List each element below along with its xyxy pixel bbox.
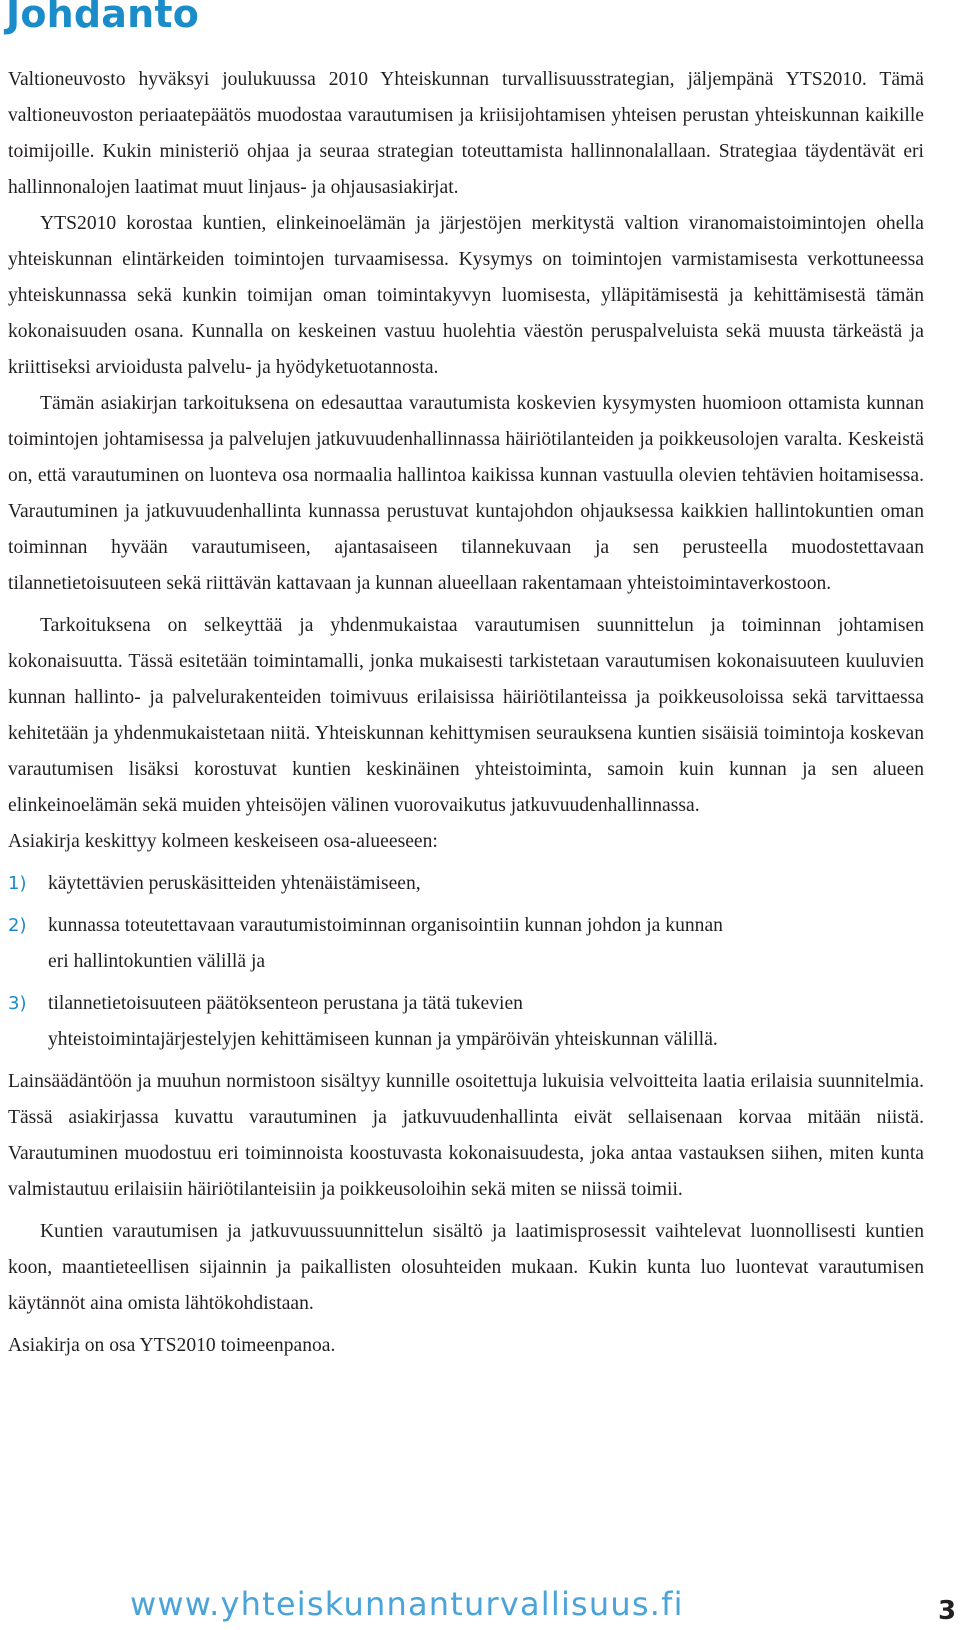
list-item [8,986,924,1058]
list-number: 1) [8,873,27,894]
paragraph-6: Lainsäädäntöön ja muuhun normistoon sisältyy kunnille osoitettuja lukuisia velvoitteita laatia erilaisia suunnitelmia. Tässä asiakirjassa kuvattu varautuminen ja jatkuvuudenhallinta eivät sellaisenaan korvaa mitään niistä. Varautuminen muodostuu eri toiminnoista koostuvasta kokonaisuudesta, joka antaa vastauksen siihen, miten kunta valmistautuu erilaisiin häiriötilanteisiin ja poikkeusoloihin sekä miten se niissä toimii. [8,1071,924,1200]
paragraph-7: Kuntien varautumisen ja jatkuvuussuunnittelun sisältö ja laatimisprosessit vaihtelevat luonnollisesti kuntien koon, maantieteellisen sijainnin ja paikallisten olosuhteiden mukaan. Kukin kunta luo luontevat varautumisen käytännöt aina omista lähtökohdistaan. [8,1221,924,1314]
list-item [8,908,924,980]
paragraph-8: Asiakirja on osa YTS2010 toimeenpanoa. [8,1335,336,1356]
focus-area-list [8,866,924,1058]
list-item-text: käytettävien peruskäsitteiden yhtenäistämiseen, [48,873,421,894]
paragraph-2: YTS2010 korostaa kuntien, elinkeinoelämän ja järjestöjen merkitystä valtion viranomaistoimintojen ohella yhteiskunnan elintärkeiden toimintojen turvaamisessa. Kysymys on toimintojen varmistamisesta verkottuneessa yhteiskunnassa sekä kunkin toimijan oman toimintakyvyn luomisesta, ylläpitämisestä ja kehittämisestä tämän kokonaisuuden osana. Kunnalla on keskeinen vastuu huolehtia väestön peruspalveluista sekä muusta tärkeästä ja kriittiseksi arvioidusta palvelu- ja hyödyketuotannosta. [8,213,924,378]
paragraph-1: Valtioneuvosto hyväksyi joulukuussa 2010 Yhteiskunnan turvallisuusstrategian, jäljempänä YTS2010. Tämä valtioneuvoston periaatepäätös muodostaa varautumisen ja kriisijohtamisen yhteisen perustan yhteiskunnan kaikille toimijoille. Kukin ministeriö ohjaa ja seuraa strategian toteuttamista hallinnonalallaan. Strategiaa täydentävät eri hallinnonalojen laatimat muut linjaus- ja ohjausasiakirjat. [8,69,924,198]
body-text [8,62,924,1364]
page-number: 3 [938,1596,957,1626]
list-number: 2) [8,915,27,936]
page-title: Johdanto [6,0,200,36]
paragraph-5: Asiakirja keskittyy kolmeen keskeiseen osa-alueeseen: [8,831,438,852]
list-number: 3) [8,993,27,1014]
paragraph-4: Tarkoituksena on selkeyttää ja yhdenmukaistaa varautumisen suunnittelun ja toiminnan johtamisen kokonaisuutta. Tässä esitetään toimintamalli, jonka mukaisesti tarkistetaan varautumisen kokonaisuuteen kuuluvien kunnan hallinto- ja palvelurakenteiden toimivuus erilaisissa häiriötilanteissa ja poikkeusoloissa sekä tarvittaessa kehitetään ja yhdenmukaistetaan niitä. Yhteiskunnan kehittymisen seurauksena kuntien sisäisiä toimintoja koskevan varautumisen lisäksi korostuvat kuntien keskinäinen yhteistoiminta, samoin kuin kunnan ja sen alueen elinkeinoelämän sekä muiden yhteisöjen välinen vuorovaikutus jatkuvuudenhallinnassa. [8,615,924,816]
footer-url: www.yhteiskunnanturvallisuus.fi [130,1585,684,1623]
paragraph-3: Tämän asiakirjan tarkoituksena on edesauttaa varautumista koskevien kysymysten huomioon ottamista kunnan toimintojen johtamisessa ja palvelujen jatkuvuudenhallinnassa häiriötilanteiden ja poikkeusolojen varalta. Keskeistä on, että varautuminen on luonteva osa normaalia hallintoa kaikissa kunnan vastuulla olevien tehtävien hoitamisessa. Varautuminen ja jatkuvuudenhallinta kunnassa perustuvat kuntajohdon ohjauksessa kaikkien hallintokuntien oman toiminnan hyvään varautumiseen, ajantasaiseen tilannekuvaan ja sen perusteella muodostettavaan tilannetietoisuuteen sekä riittävän kattavaan ja kunnan alueellaan rakentamaan yhteistoimintaverkostoon. [8,393,924,594]
list-item-text: tilannetietoisuuteen päätöksenteon perustana ja tätä tukevien yhteistoimintajärjestelyjen kehittämiseen kunnan ja ympäröivän yhteiskunnan välillä. [48,993,718,1050]
list-item [8,866,924,902]
list-item-text: kunnassa toteutettavaan varautumistoiminnan organisointiin kunnan johdon ja kunnan eri hallintokuntien välillä ja [48,915,723,972]
